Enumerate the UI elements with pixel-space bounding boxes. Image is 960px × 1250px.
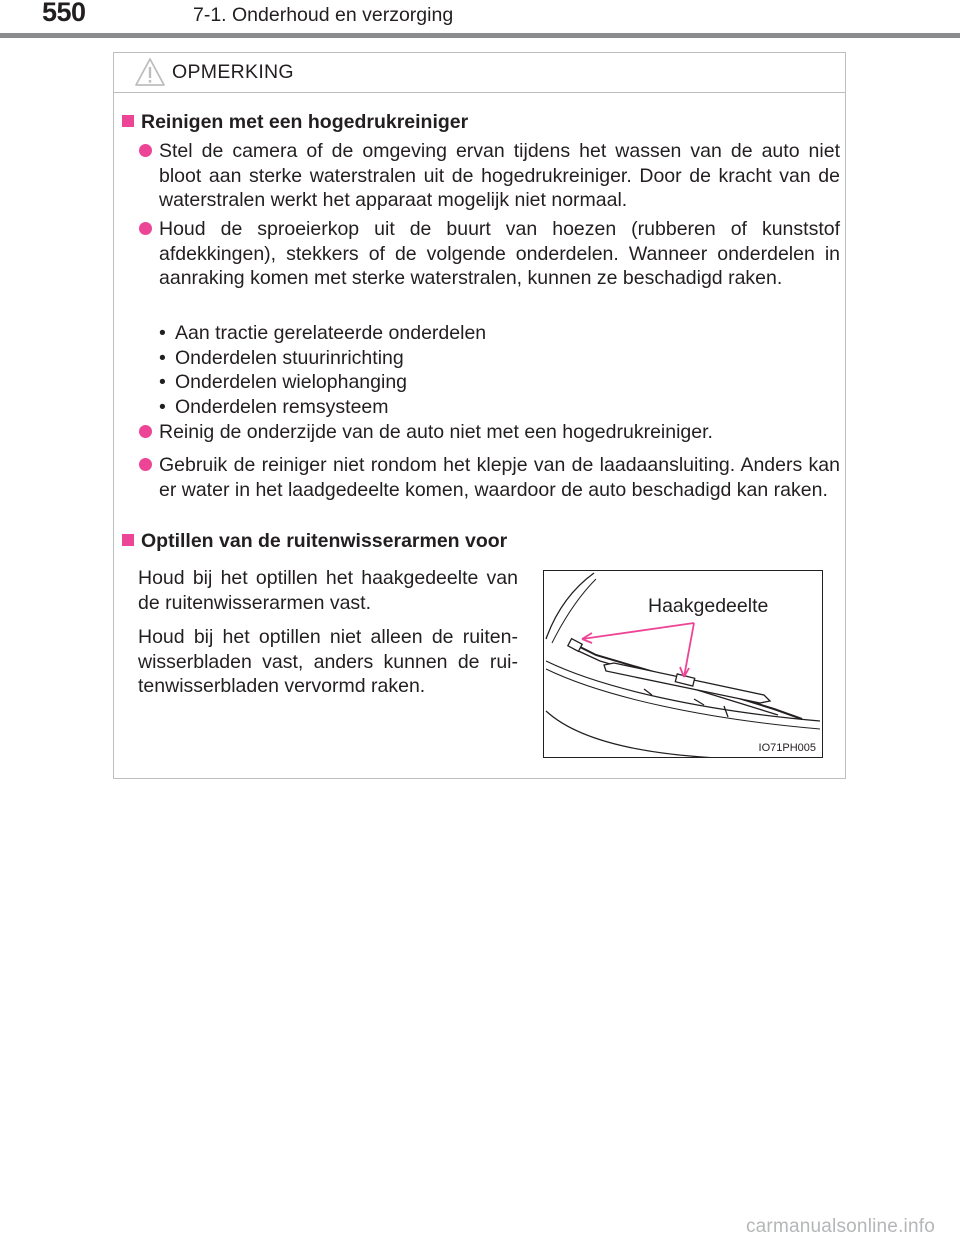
figure-callout-label: Haakgedeelte bbox=[648, 595, 769, 617]
section-title: 7-1. Onderhoud en verzorging bbox=[193, 4, 454, 26]
bullet-underside bbox=[159, 420, 840, 445]
list-item: • Onderdelen stuurinrichting bbox=[159, 346, 759, 371]
header-rule bbox=[0, 33, 960, 38]
bullet-camera bbox=[159, 139, 840, 213]
round-bullet-icon bbox=[139, 425, 152, 438]
round-bullet-icon bbox=[139, 458, 152, 471]
page-number: 550 bbox=[42, 0, 86, 27]
square-bullet-icon bbox=[122, 534, 134, 546]
section-heading-text: Optillen van de ruitenwisserarmen voor bbox=[141, 530, 508, 552]
paragraph: Houd bij het optillen niet alleen de ruiten-wisserbladen vast, anders kunnen de rui-tenwisserbladen vervormd raken. bbox=[138, 626, 518, 697]
bullet-text: Gebruik de reiniger niet rondom het klepje van de laadaansluiting. Anders kan er water in het laadgedeelte komen, waardoor de auto beschadigd kan raken. bbox=[159, 454, 840, 501]
paragraph: Houd bij het optillen het haakgedeelte van de ruitenwisserarmen vast. bbox=[138, 567, 518, 614]
notice-header bbox=[114, 53, 845, 93]
round-bullet-icon bbox=[139, 144, 152, 157]
bullet-text: Stel de camera of de omgeving ervan tijdens het wassen van de auto niet bloot aan sterke waterstralen uit de hogedrukreiniger. Door de kracht van de waterstralen werkt het apparaat mogelijk niet normaal. bbox=[159, 140, 840, 211]
bullet-text: Houd de sproeierkop uit de buurt van hoezen (rubberen of kunststof afdekkingen), stekkers of de volgende onderdelen. Wanneer onderdelen in aanraking komen met sterke waterstralen, kunnen ze beschadigd raken. bbox=[159, 218, 840, 289]
wiper-illustration bbox=[543, 570, 823, 758]
notice-label: OPMERKING bbox=[172, 61, 294, 83]
watermark: carmanualsonline.info bbox=[745, 1216, 935, 1237]
square-bullet-icon bbox=[122, 115, 134, 127]
section-heading-text: Reinigen met een hogedrukreiniger bbox=[141, 111, 469, 133]
parts-list bbox=[159, 321, 759, 419]
section-heading-wiper-arms bbox=[122, 530, 507, 553]
list-item: • Onderdelen wielophanging bbox=[159, 370, 759, 395]
section-heading-pressure-washer bbox=[122, 111, 468, 134]
bullet-nozzle bbox=[159, 217, 840, 291]
figure-code: IO71PH005 bbox=[758, 742, 816, 754]
list-item: • Aan tractie gerelateerde onderdelen bbox=[159, 321, 759, 346]
wiper-instructions bbox=[138, 566, 518, 709]
list-item: • Onderdelen remsysteem bbox=[159, 395, 759, 420]
bullet-text: Reinig de onderzijde van de auto niet met een hogedrukreiniger. bbox=[159, 421, 713, 443]
round-bullet-icon bbox=[139, 222, 152, 235]
page-header bbox=[0, 0, 960, 40]
notice-box bbox=[113, 52, 846, 779]
bullet-charging-port bbox=[159, 453, 840, 502]
warning-triangle-icon bbox=[134, 57, 166, 87]
